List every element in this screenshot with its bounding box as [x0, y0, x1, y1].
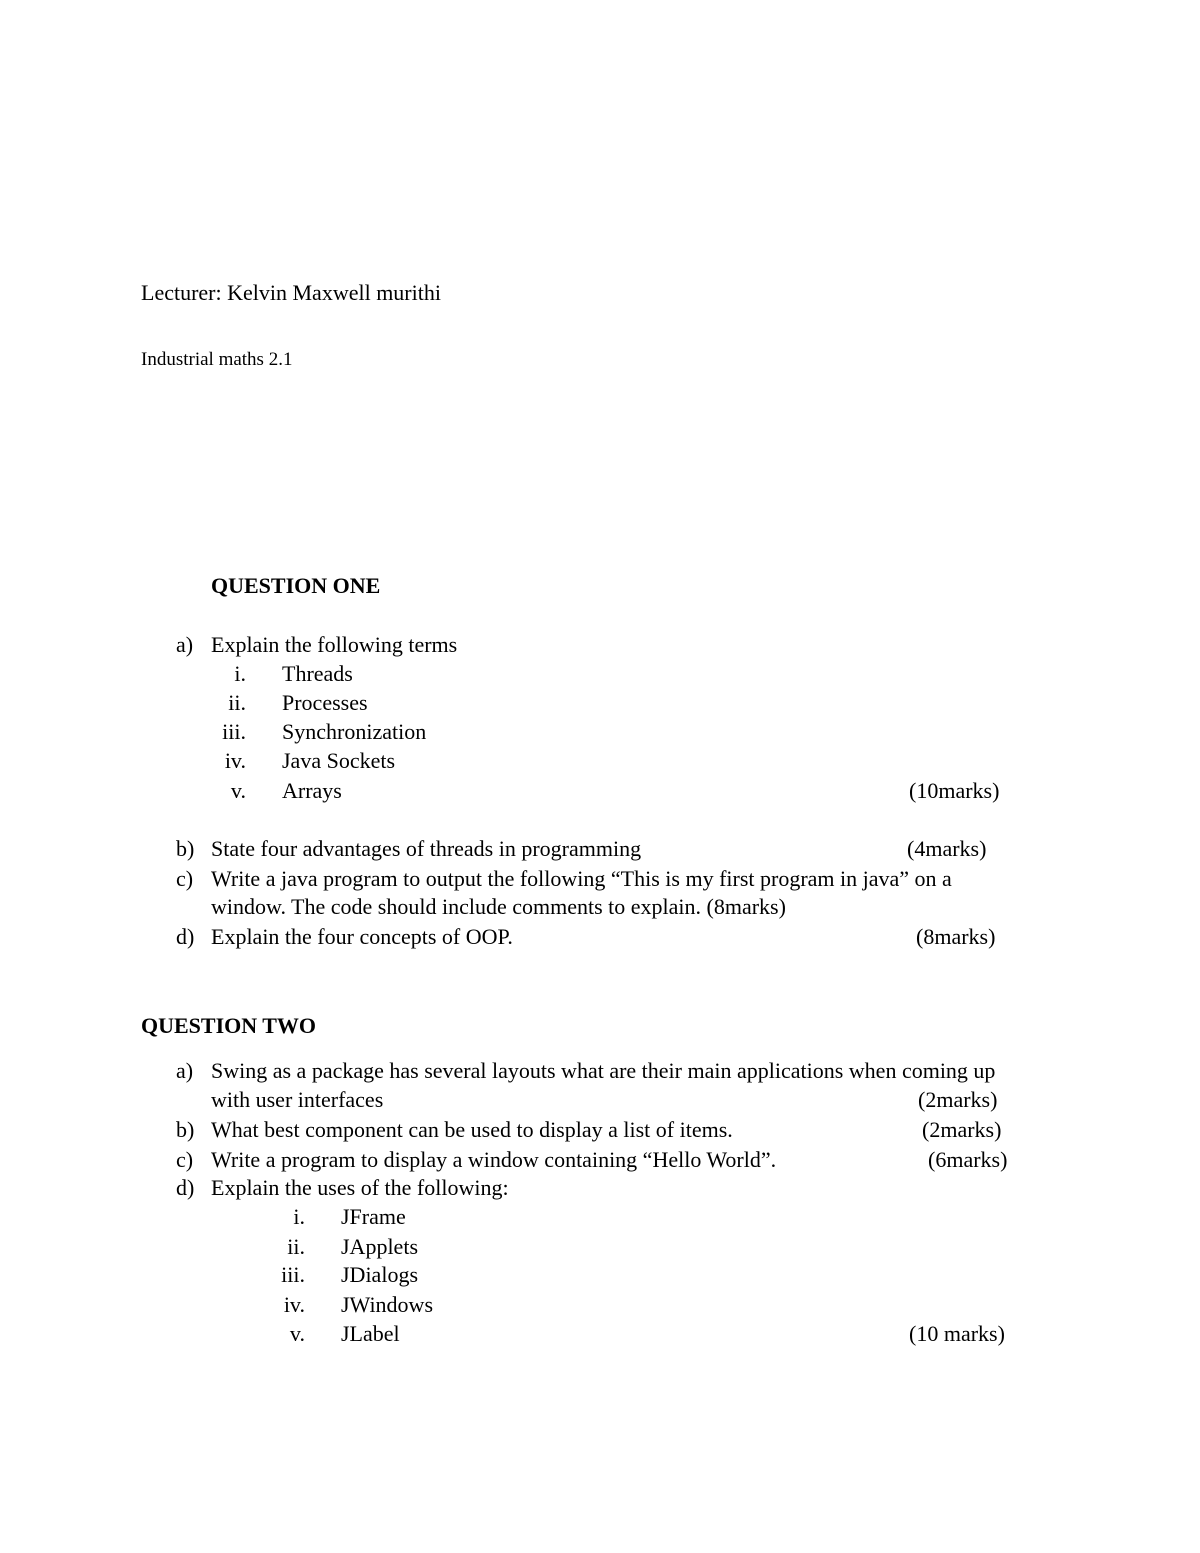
course-title: Industrial maths 2.1 — [141, 349, 293, 370]
q2b-label: b) — [176, 1117, 195, 1142]
q1a-item-num: iii. — [222, 719, 246, 744]
q2c-text: Write a program to display a window containing “Hello World”. — [211, 1147, 777, 1172]
q1c-text-line1: Write a java program to output the following “This is my first program in java” on a — [211, 866, 952, 891]
q1a-marks: (10marks) — [909, 778, 1000, 803]
q2d-item-num: i. — [293, 1204, 305, 1229]
q1a-item-text: Threads — [282, 661, 353, 686]
q1d-marks: (8marks) — [916, 924, 996, 949]
q1b-text: State four advantages of threads in programming — [211, 836, 642, 861]
q2a-marks: (2marks) — [918, 1087, 998, 1112]
q1a-item-text: Arrays — [282, 778, 342, 803]
q1a-item-num: i. — [234, 661, 246, 686]
q1a-item-num: iv. — [224, 748, 246, 773]
q2c-marks: (6marks) — [928, 1147, 1008, 1172]
q2d-item-num: iii. — [281, 1262, 305, 1287]
q1b-label: b) — [176, 836, 195, 861]
q2a-text-line2: with user interfaces — [211, 1087, 384, 1112]
q1c-text-line2: window. The code should include comments to explain. (8marks) — [211, 894, 786, 919]
q1a-item-text: Java Sockets — [282, 748, 396, 773]
q2a-label: a) — [176, 1058, 194, 1083]
q2a-text-line1: Swing as a package has several layouts what are their main applications when coming up — [211, 1058, 996, 1083]
q2d-marks: (10 marks) — [909, 1321, 1005, 1346]
q1a-item-text: Processes — [282, 690, 368, 715]
lecturer-name: Lecturer: Kelvin Maxwell murithi — [141, 280, 441, 305]
q2b-text: What best component can be used to display a list of items. — [211, 1117, 733, 1142]
q2d-item-text: JLabel — [341, 1321, 400, 1346]
q2d-label: d) — [176, 1175, 195, 1200]
q1a-label: a) — [176, 632, 194, 657]
q2d-item-text: JFrame — [341, 1204, 406, 1229]
q1a-item-num: v. — [230, 778, 246, 803]
question-one-title: QUESTION ONE — [211, 573, 381, 598]
q2b-marks: (2marks) — [922, 1117, 1002, 1142]
q2d-item-text: JDialogs — [341, 1262, 418, 1287]
q1d-text: Explain the four concepts of OOP. — [211, 924, 513, 949]
q1a-text: Explain the following terms — [211, 632, 458, 657]
q2d-item-text: JApplets — [341, 1234, 418, 1259]
q2d-item-num: ii. — [287, 1234, 305, 1259]
q1d-label: d) — [176, 924, 195, 949]
q2d-item-num: iv. — [283, 1292, 305, 1317]
q2c-label: c) — [176, 1147, 194, 1172]
q2d-item-num: v. — [289, 1321, 305, 1346]
q1c-label: c) — [176, 866, 194, 891]
q2d-item-text: JWindows — [341, 1292, 434, 1317]
q2d-text: Explain the uses of the following: — [211, 1175, 509, 1200]
q1a-item-text: Synchronization — [282, 719, 427, 744]
q1b-marks: (4marks) — [907, 836, 987, 861]
q1a-item-num: ii. — [228, 690, 246, 715]
question-two-title: QUESTION TWO — [141, 1013, 317, 1038]
